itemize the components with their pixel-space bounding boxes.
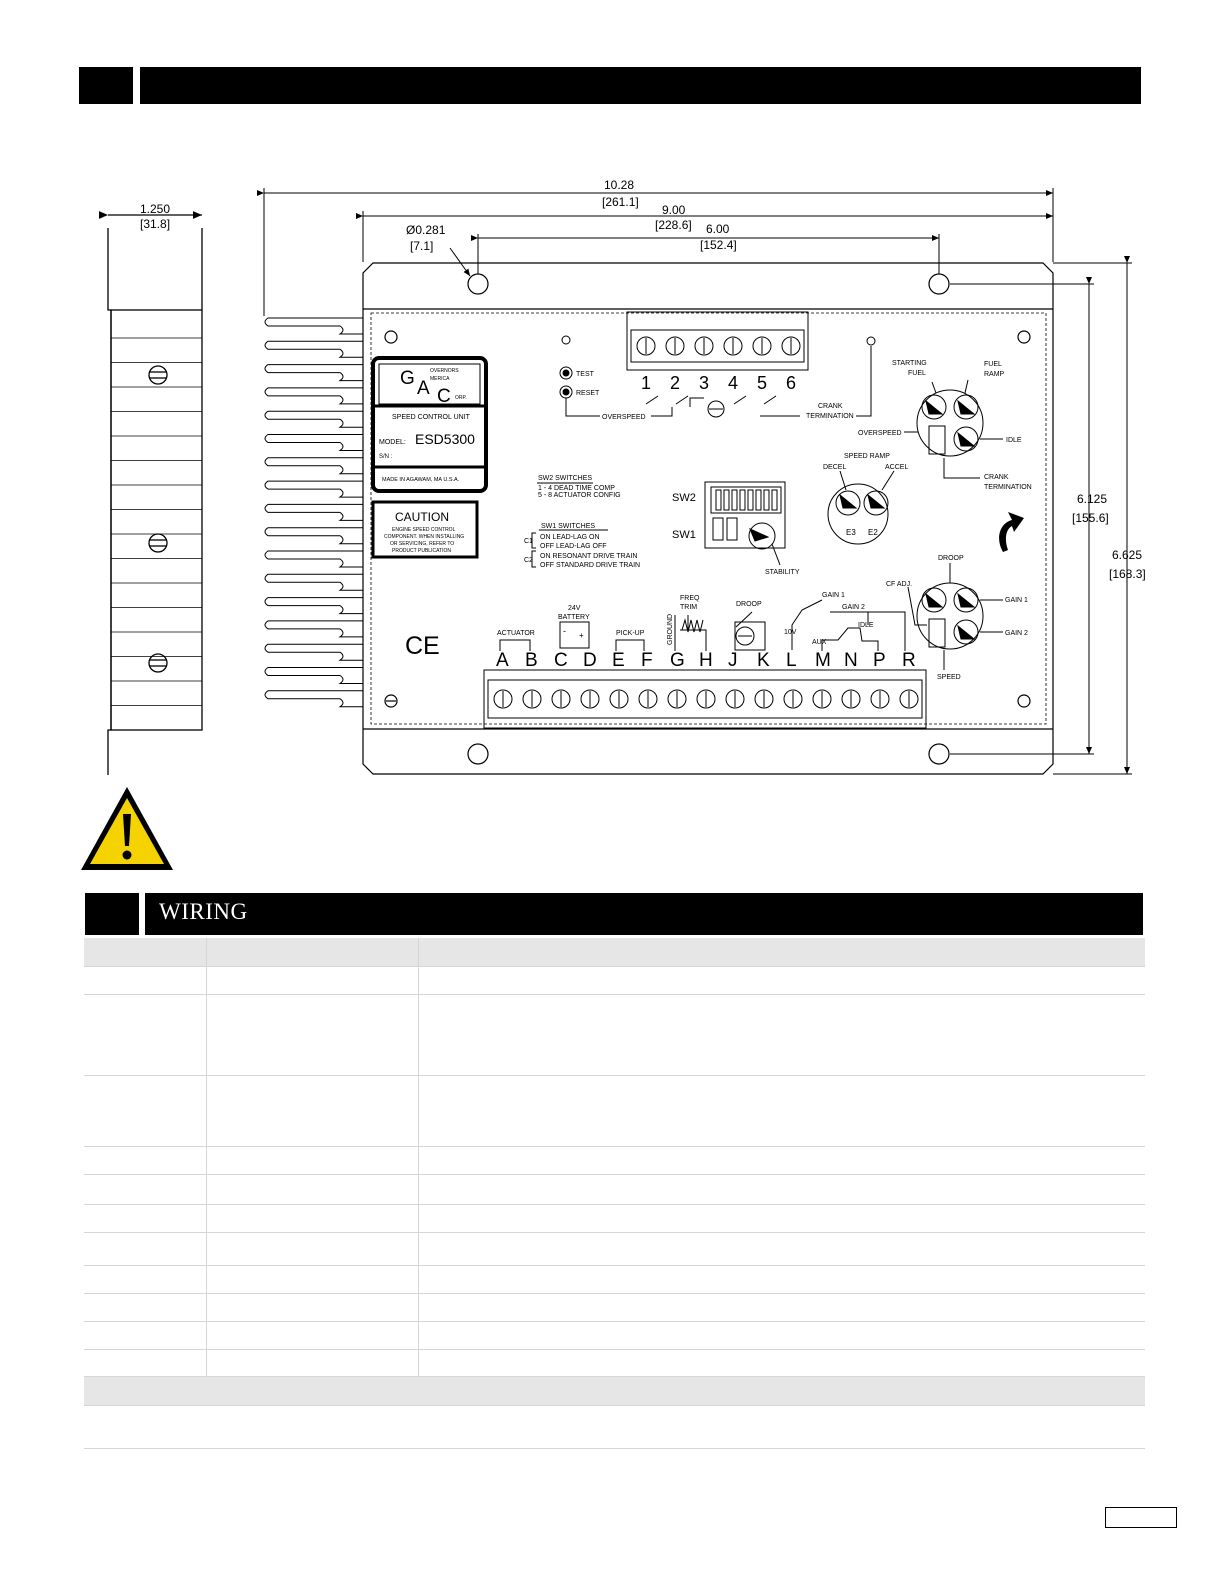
bottom-terminal-letter: A (496, 650, 509, 671)
pickup-label: PICK-UP (616, 630, 645, 637)
table-section-row (84, 1377, 1145, 1406)
gain2-pot-label: GAIN 2 (1005, 630, 1028, 637)
top-terminal-number: 5 (757, 373, 768, 393)
decel-label: DECEL (823, 464, 847, 471)
table-row (84, 1233, 1145, 1266)
depth-dim-mm: [31.8] (140, 217, 171, 231)
heat-sink-fin (265, 574, 363, 590)
bottom-terminal-letter: P (873, 650, 886, 671)
table-row (84, 967, 1145, 995)
hole-dia-dim: Ø0.281 (406, 223, 446, 237)
freq-label: FREQ (680, 595, 700, 602)
table-header-row (84, 938, 1145, 967)
table-row (84, 1266, 1145, 1294)
bottom-terminal-letter: H (699, 650, 713, 671)
sw2-label: SW2 (672, 492, 696, 504)
top-terminal-number: 1 (641, 373, 652, 393)
logo-letter-g: G (400, 368, 415, 389)
mount-width-dim-mm: [228.6] (655, 218, 692, 232)
crank-term-label-2: TERMINATION (984, 484, 1032, 491)
bottom-terminal-letter: N (844, 650, 858, 671)
gain1-pot-label: GAIN 1 (1005, 597, 1028, 604)
heat-sink-fin (265, 504, 363, 520)
label-unit: SPEED CONTROL UNIT (392, 414, 470, 421)
sw1-switches-title: SW1 SWITCHES (541, 523, 596, 530)
c2-on-label: ON RESONANT DRIVE TRAIN (540, 553, 638, 560)
bottom-terminal-letter: R (902, 650, 916, 671)
c1-off-label: OFF LEAD-LAG OFF (540, 543, 607, 550)
wiring-section-title-bar (145, 893, 1143, 935)
mount-height-dim: 6.125 (1077, 492, 1108, 506)
overspeed-label: OVERSPEED (602, 414, 646, 421)
depth-dim: 1.250 (140, 202, 171, 216)
table-row (84, 1175, 1145, 1205)
bottom-terminal-letter: E (612, 650, 625, 671)
fuel-ramp-label-1: FUEL (984, 361, 1002, 368)
c1-label: C1 (524, 538, 533, 545)
wiring-section-number-box (85, 893, 139, 935)
stability-label: STABILITY (765, 569, 800, 576)
heat-sink-fin (265, 621, 363, 637)
c1-on-label: ON LEAD-LAG ON (540, 534, 600, 541)
label-made-in: MADE IN AGAWAM, MA U.S.A. (382, 477, 460, 483)
overall-width-dim-mm: [261.1] (602, 195, 639, 209)
bottom-terminal-letter: C (554, 650, 568, 671)
heat-sink-fin (265, 481, 363, 497)
actuator-label: ACTUATOR (497, 630, 535, 637)
table-row (84, 1294, 1145, 1322)
dip-switch (732, 490, 737, 510)
sw1-label: SW1 (672, 529, 696, 541)
wiring-table (84, 938, 1145, 1449)
starting-label: STARTING (892, 360, 927, 367)
e3-label: E3 (846, 528, 856, 537)
top-terminal-strip (627, 312, 808, 370)
logo-small-3: ORP. (455, 395, 467, 401)
bottom-terminal-letter: D (583, 650, 597, 671)
warning-icon (78, 784, 176, 874)
label-sn: S/N : (379, 454, 393, 460)
heat-sink-fin (265, 365, 363, 381)
table-row (84, 1205, 1145, 1233)
bottom-terminal-strip (484, 670, 926, 728)
c2-off-label: OFF STANDARD DRIVE TRAIN (540, 562, 641, 569)
sw2-switches-line-2: 5 - 8 ACTUATOR CONFIG (538, 492, 621, 499)
gain1-label: GAIN 1 (822, 592, 845, 599)
heat-sink-fins (265, 318, 363, 707)
c2-label: C2 (524, 557, 533, 564)
side-view (108, 215, 202, 775)
e2-label: E2 (868, 528, 878, 537)
test-label: TEST (576, 371, 594, 378)
top-terminal-number: 6 (786, 373, 797, 393)
battery-label: BATTERY (558, 614, 590, 621)
battery-minus: - (563, 626, 566, 636)
heat-sink-fin (265, 341, 363, 357)
overall-height-dim: 6.625 (1112, 548, 1143, 562)
droop-pot-label: DROOP (938, 555, 964, 562)
heat-sink-fin (265, 458, 363, 474)
starting-fuel-label: FUEL (908, 370, 926, 377)
speed-label: SPEED (937, 674, 961, 681)
idle-pot-label: IDLE (1006, 437, 1022, 444)
aux-label: AUX (812, 639, 827, 646)
sw2-switches-line-1: 1 - 4 DEAD TIME COMP (538, 485, 615, 492)
caution-line-4: PRODUCT PUBLICATION (392, 548, 451, 554)
logo-small-2: MERICA (430, 376, 450, 382)
dip-switch (724, 490, 729, 510)
table-note-row (84, 1406, 1145, 1449)
caution-line-1: ENGINE SPEED CONTROL (392, 527, 456, 533)
top-terminal-number: 2 (670, 373, 681, 393)
label-model: ESD5300 (415, 431, 475, 447)
chassis (363, 263, 1053, 774)
heat-sink-fin (265, 528, 363, 544)
heat-sink-fin (265, 691, 363, 707)
dip-switch (748, 490, 753, 510)
overspeed-pot-label: OVERSPEED (858, 430, 902, 437)
heat-sink-fin (265, 598, 363, 614)
ce-mark: CE (405, 632, 440, 660)
heat-sink-fin (265, 318, 363, 334)
bottom-terminal-letter: J (728, 650, 738, 671)
heat-sink-fin (265, 551, 363, 567)
bottom-terminal-letter: L (786, 650, 797, 671)
table-row (84, 1147, 1145, 1175)
curved-arrow-icon (999, 512, 1024, 552)
termination-label: TERMINATION (806, 413, 854, 420)
heat-sink-fin (265, 411, 363, 427)
mount-width-dim: 9.00 (662, 203, 686, 217)
caution-line-2: COMPONENT. WHEN INSTALLING (384, 534, 465, 540)
idle-label: IDLE (858, 622, 874, 629)
reset-label: RESET (576, 390, 600, 397)
top-terminal-number: 3 (699, 373, 710, 393)
mount-height-dim-mm: [155.6] (1072, 511, 1109, 525)
table-row (84, 1076, 1145, 1147)
ten-volt-label: 10V (784, 629, 797, 636)
bottom-terminal-letter: G (670, 650, 685, 671)
logo-small-1: OVERNORS (430, 368, 459, 374)
gain2-label: GAIN 2 (842, 604, 865, 611)
ground-label: GROUND (667, 613, 674, 645)
page-number-box (1105, 1507, 1177, 1528)
bottom-terminal-letter: B (525, 650, 538, 671)
label-model-caption: MODEL: (379, 439, 406, 446)
bottom-terminal-letter: F (641, 650, 653, 671)
accel-label: ACCEL (885, 464, 909, 471)
table-row (84, 1350, 1145, 1377)
overall-width-dim: 10.28 (604, 178, 635, 192)
heat-sink-fin (265, 668, 363, 684)
droop-label: DROOP (736, 601, 762, 608)
battery-plus: + (579, 631, 584, 640)
hole-spacing-dim: 6.00 (706, 222, 730, 236)
bottom-terminal-letter: M (815, 650, 831, 671)
bottom-terminal-letter: K (757, 650, 770, 671)
speed-ramp-label: SPEED RAMP (844, 453, 890, 460)
table-row (84, 995, 1145, 1076)
table-row (84, 1322, 1145, 1350)
fuel-ramp-label-2: RAMP (984, 371, 1005, 378)
cf-adj-label: CF ADJ. (886, 581, 913, 588)
dip-switch (740, 490, 745, 510)
dip-switch (716, 490, 721, 510)
caution-title: CAUTION (395, 510, 449, 524)
dip-switch (756, 490, 761, 510)
top-terminal-number: 4 (728, 373, 739, 393)
hole-dia-dim-mm: [7.1] (410, 239, 434, 253)
dip-switch (772, 490, 777, 510)
caution-line-3: OR SERVICING, REFER TO (390, 541, 455, 547)
crank-label: CRANK (818, 403, 843, 410)
trim-label: TRIM (680, 604, 698, 611)
wiring-section-title: WIRING (159, 899, 248, 924)
sw2-switches-title: SW2 SWITCHES (538, 475, 593, 482)
heat-sink-fin (265, 388, 363, 404)
dip-switch (764, 490, 769, 510)
heat-sink-fin (265, 435, 363, 451)
battery-voltage-label: 24V (568, 605, 581, 612)
logo-letter-a: A (417, 378, 430, 399)
logo-letter-c: C (437, 386, 451, 407)
crank-term-label-1: CRANK (984, 474, 1009, 481)
hole-spacing-dim-mm: [152.4] (700, 238, 737, 252)
overall-height-dim-mm: [168.3] (1109, 567, 1146, 581)
heat-sink-fin (265, 644, 363, 660)
